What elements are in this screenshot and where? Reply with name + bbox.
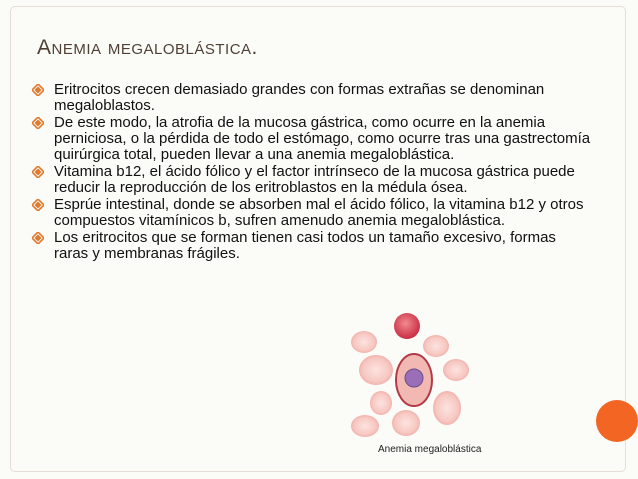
megaloblast-nucleus [405,369,423,387]
red-cell [443,359,469,381]
diamond-bullet-icon [32,117,44,129]
red-cell [392,410,420,436]
bullet-text: Los eritrocitos que se forman tienen casi todos un tamaño excesivo, formas raras y membranas frágiles. [54,229,556,262]
bullet-item [32,197,592,229]
bullet-item [32,82,592,114]
red-cell [433,391,461,425]
megaloblastic-cells-illustration [350,308,470,458]
orange-circle [596,400,638,442]
red-cell [351,415,379,437]
bullet-text: De este modo, la atrofia de la mucosa gástrica, como ocurre en la anemia perniciosa, o la pérdida de todo el estómago, como ocurre tras una gastrectomía quirúrgica total, pueden llevar a una anemia megaloblástica. [54,114,591,163]
bullet-item [32,230,592,262]
diamond-bullet-icon [32,166,44,178]
bullet-list [32,82,592,263]
diamond-bullet-icon [32,199,44,211]
slide-title: Anemia megaloblástica. [37,36,258,59]
diamond-bullet-icon [32,232,44,244]
bullet-item [32,164,592,196]
diamond-bullet-icon [32,84,44,96]
bullet-text: Eritrocitos crecen demasiado grandes con formas extrañas se denominan megaloblastos. [54,81,545,114]
red-cell [370,391,392,415]
red-cell [423,335,449,357]
red-cell-small [394,313,420,339]
figure-caption: Anemia megaloblástica [378,444,482,455]
bullet-item [32,115,592,163]
red-cell [359,355,393,385]
bullet-text: Vitamina b12, el ácido fólico y el factor intrínseco de la mucosa gástrica puede reducir la reproducción de los eritroblastos en la médula ósea. [54,163,575,196]
bullet-text: Esprúe intestinal, donde se absorben mal el ácido fólico, la vitamina b12 y otros compuestos vitamínicos b, sufren amenudo anemia megaloblástica. [54,196,584,229]
red-cell [351,331,377,353]
